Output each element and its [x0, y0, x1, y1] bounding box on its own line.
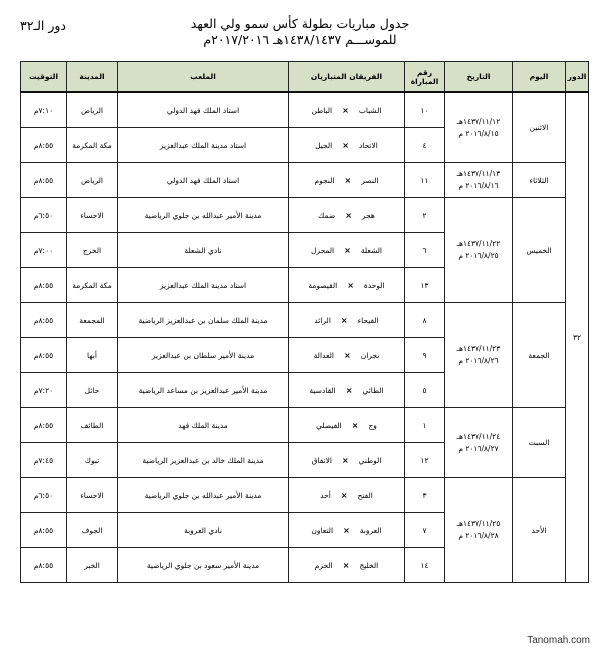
stadium-cell: مدينة الأمير عبدالعزيز بن مساعد الرياضية [118, 373, 289, 408]
teams-cell [289, 548, 405, 583]
time-cell: ٨:٥٥م [21, 513, 67, 548]
teams-cell [289, 128, 405, 163]
match-no-cell: ١٠ [405, 92, 445, 128]
versus-mark: × [345, 385, 353, 395]
match-no-cell: ١١ [405, 163, 445, 198]
teams-cell [289, 163, 405, 198]
day-cell: الخميس [513, 198, 566, 303]
home-team: النصر [361, 175, 379, 185]
stadium-cell: نادي الشعلة [118, 233, 289, 268]
table-row [21, 92, 589, 128]
city-cell: الرياض [67, 163, 118, 198]
away-team: النجوم [314, 175, 335, 185]
away-team: الباطن [311, 105, 333, 115]
stadium-cell: مدينة الملك خالد بن عبدالعزيز الرياضية [118, 443, 289, 478]
stadium-cell: نادي العروبة [118, 513, 289, 548]
versus-mark: × [342, 140, 349, 150]
page-title [150, 16, 450, 48]
away-team: ضمك [318, 210, 336, 220]
city-cell: الخبر [67, 548, 118, 583]
stadium-cell: استاد الملك فهد الدولي [118, 92, 289, 128]
date-gregorian: ٢٠١٦/٨/٢٥ م [458, 251, 499, 260]
away-team: القيصومة [308, 280, 338, 290]
versus-mark: × [345, 210, 352, 220]
versus-mark: × [343, 525, 350, 535]
col-time: التوقيت [21, 62, 67, 93]
city-cell: المجمعة [67, 303, 118, 338]
date-hijri: ١٤٣٧/١١/١٢هـ [456, 116, 501, 126]
versus-mark: × [347, 280, 354, 290]
date-cell [445, 303, 513, 408]
teams-cell [289, 513, 405, 548]
table-row [21, 303, 589, 338]
away-team: الفيصلي [316, 420, 342, 430]
versus-mark: × [344, 245, 351, 255]
date-gregorian: ٢٠١٦/٨/٢٧ م [458, 443, 499, 453]
date-cell [445, 163, 513, 198]
time-cell: ٨:٥٥م [21, 163, 67, 198]
versus-mark: × [342, 560, 350, 570]
match-no-cell: ١ [405, 408, 445, 443]
stadium-cell: مدينة الأمير عبدالله بن جلوي الرياضية [118, 478, 289, 513]
teams-cell [289, 373, 405, 408]
away-team: الرائد [314, 315, 331, 325]
stadium-cell: مدينة الملك فهد [118, 408, 289, 443]
col-match-no: رقم المباراة [405, 62, 445, 93]
away-team: الاتفاق [311, 455, 332, 465]
time-cell: ٧:٤٥م [21, 443, 67, 478]
teams-cell [289, 233, 405, 268]
col-round: الدور [566, 62, 589, 93]
time-cell: ٧:١٠م [21, 92, 67, 128]
stadium-cell: استاد الملك فهد الدولي [118, 163, 289, 198]
match-no-cell: ٨ [405, 303, 445, 338]
city-cell: مكة المكرمة [67, 268, 118, 303]
match-no-cell: ٩ [405, 338, 445, 373]
match-no-cell: ٢ [405, 198, 445, 233]
away-team: التعاون [311, 525, 334, 535]
stadium-cell: مدينة الملك سلمان بن عبدالعزيز الرياضية [118, 303, 289, 338]
col-teams: الفريقان المتباريان [289, 62, 405, 93]
day-cell: الأحد [513, 478, 566, 583]
col-date: التاريخ [445, 62, 513, 93]
schedule-body [21, 92, 589, 583]
city-cell: الرياض [67, 92, 118, 128]
city-cell: حائل [67, 373, 118, 408]
teams-cell [289, 478, 405, 513]
day-cell: الجمعة [513, 303, 566, 408]
title-line-2: للموســـم ١٤٣٨/١٤٣٧هـ ٢٠١٧/٢٠١٦م [203, 32, 397, 47]
versus-mark: × [351, 420, 359, 430]
home-team: وج [368, 420, 377, 430]
date-cell [445, 478, 513, 583]
time-cell: ٨:٥٥م [21, 128, 67, 163]
stadium-cell: استاد مدينة الملك عبدالعزيز [118, 268, 289, 303]
home-team: الطائي [362, 385, 384, 395]
city-cell: الطائف [67, 408, 118, 443]
match-no-cell: ٤ [405, 128, 445, 163]
time-cell: ٨:٥٥م [21, 303, 67, 338]
time-cell: ٨:٥٥م [21, 408, 67, 443]
home-team: الفتح [357, 490, 373, 500]
home-team: هجر [361, 210, 375, 220]
match-no-cell: ٣ [405, 478, 445, 513]
round-cell: ٣٢ [566, 92, 589, 583]
home-team: الشباب [358, 105, 382, 115]
day-cell: الثلاثاء [513, 163, 566, 198]
date-gregorian: ٢٠١٦/٨/١٥ م [458, 128, 499, 138]
home-team: الوطني [358, 455, 382, 465]
round-label: دور الـ٣٢ [20, 18, 66, 33]
col-stadium: الملعب [118, 62, 289, 93]
away-team: المجزل [310, 245, 335, 255]
home-team: الوحدة [363, 280, 385, 290]
teams-cell [289, 198, 405, 233]
city-cell: مكة المكرمة [67, 128, 118, 163]
away-team: العدالة [313, 350, 334, 360]
home-team: الخليج [359, 560, 379, 570]
header-row [21, 62, 589, 93]
time-cell: ٦:٥٠م [21, 478, 67, 513]
date-cell [445, 408, 513, 478]
table-row [21, 198, 589, 233]
match-no-cell: ٦ [405, 233, 445, 268]
versus-mark: × [341, 455, 349, 465]
away-team: الحزم [314, 560, 333, 570]
teams-cell [289, 338, 405, 373]
home-team: الشعلة [360, 245, 383, 255]
day-cell: السبت [513, 408, 566, 478]
stadium-cell: مدينة الأمير عبدالله بن جلوي الرياضية [118, 198, 289, 233]
versus-mark: × [344, 175, 352, 185]
teams-cell [289, 268, 405, 303]
match-no-cell: ١٤ [405, 548, 445, 583]
date-gregorian: ٢٠١٦/٨/٢٦ م [458, 356, 499, 365]
table-row [21, 478, 589, 513]
teams-cell [289, 92, 405, 128]
versus-mark: × [342, 105, 349, 115]
table-row [21, 163, 589, 198]
date-cell [445, 92, 513, 163]
home-team: الاتحاد [358, 140, 378, 150]
watermark: Tanomah.com [527, 635, 590, 646]
date-gregorian: ٢٠١٦/٨/١٦ م [458, 181, 499, 190]
stadium-cell: مدينة الأمير سلطان بن عبدالعزيز [118, 338, 289, 373]
match-no-cell: ١٣ [405, 268, 445, 303]
city-cell: الاحساء [67, 478, 118, 513]
away-team: الجيل [315, 140, 333, 150]
time-cell: ٨:٥٥م [21, 548, 67, 583]
versus-mark: × [340, 315, 348, 325]
time-cell: ٧:٠٠م [21, 233, 67, 268]
col-day: اليوم [513, 62, 566, 93]
date-cell [445, 198, 513, 303]
time-cell: ٦:٥٠م [21, 198, 67, 233]
date-hijri: ١٤٣٧/١١/٢٥هـ [456, 519, 501, 528]
date-gregorian: ٢٠١٦/٨/٢٨ م [458, 531, 499, 540]
time-cell: ٨:٥٥م [21, 268, 67, 303]
day-cell: الاثنين [513, 92, 566, 163]
date-hijri: ١٤٣٧/١١/٢٣هـ [456, 344, 501, 353]
table-row [21, 408, 589, 443]
stadium-cell: مدينة الأمير سعود بن جلوي الرياضية [118, 548, 289, 583]
teams-cell [289, 303, 405, 338]
stadium-cell: استاد مدينة الملك عبدالعزيز [118, 128, 289, 163]
city-cell: الاحساء [67, 198, 118, 233]
city-cell: أبها [67, 338, 118, 373]
away-team: القادسية [309, 385, 336, 395]
date-hijri: ١٤٣٧/١١/٢٤هـ [456, 431, 501, 441]
home-team: نجران [360, 350, 380, 360]
time-cell: ٧:٢٠م [21, 373, 67, 408]
title-line-1: جدول مباريات بطولة كأس سمو ولي العهد [190, 16, 410, 31]
versus-mark: × [340, 490, 348, 500]
versus-mark: × [343, 350, 351, 360]
teams-cell [289, 443, 405, 478]
date-hijri: ١٤٣٧/١١/٢٢هـ [456, 239, 501, 248]
col-city: المدينة [67, 62, 118, 93]
city-cell: الخرج [67, 233, 118, 268]
date-hijri: ١٤٣٧/١١/١٣هـ [456, 169, 501, 178]
schedule-table [20, 61, 589, 583]
city-cell: تبوك [67, 443, 118, 478]
match-no-cell: ١٢ [405, 443, 445, 478]
time-cell: ٨:٥٥م [21, 338, 67, 373]
match-no-cell: ٥ [405, 373, 445, 408]
match-no-cell: ٧ [405, 513, 445, 548]
home-team: الفيحاء [357, 315, 379, 325]
away-team: أحد [320, 490, 331, 500]
city-cell: الجوف [67, 513, 118, 548]
teams-cell [289, 408, 405, 443]
home-team: العروبة [359, 525, 382, 535]
